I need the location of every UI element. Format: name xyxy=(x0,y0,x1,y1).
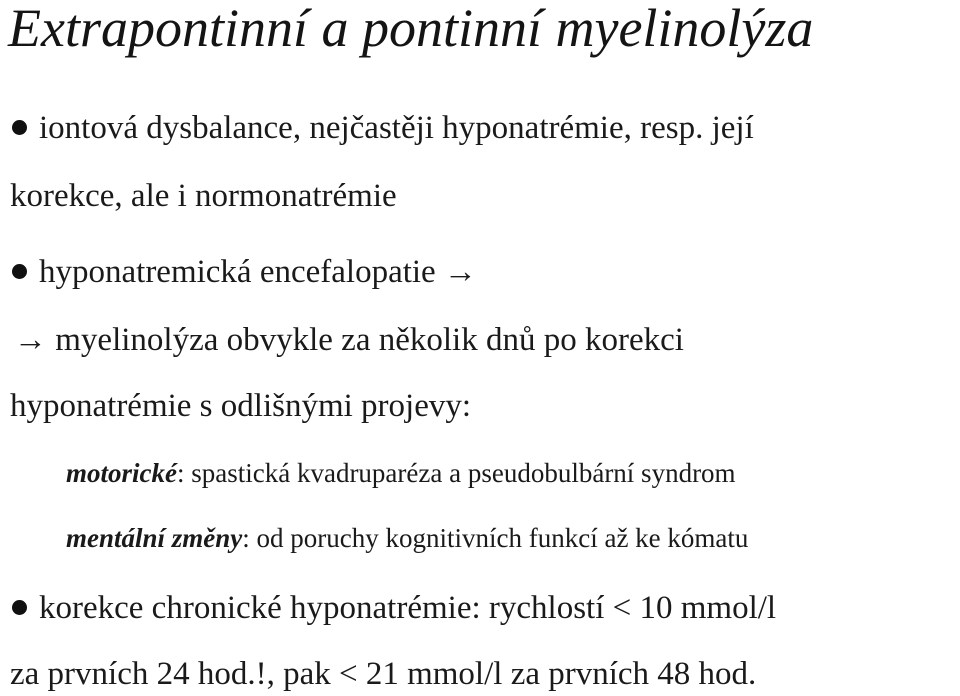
slide-title: Extrapontinní a pontinní myelinolýza xyxy=(8,0,814,58)
line-text: iontová dysbalance, nejčastěji hyponatrémie, resp. její xyxy=(39,110,754,146)
bullet-dot-icon xyxy=(12,264,27,279)
term-motoric: motorické xyxy=(66,458,177,488)
line-text: hyponatremická encefalopatie xyxy=(39,254,436,290)
line-text: : spastická kvadruparéza a pseudobulbární syndrom xyxy=(176,458,736,488)
sub-line-motoric xyxy=(66,456,736,490)
continuation-line-3 xyxy=(10,386,471,426)
term-mental: mentální změny xyxy=(66,523,243,553)
line-text: korekce chronické hyponatrémie: rychlostí < 10 mmol/l xyxy=(39,590,777,626)
right-arrow-icon: → xyxy=(443,254,477,290)
line-text: za prvních 24 hod.!, pak < 21 mmol/l za prvních 48 hod. xyxy=(10,656,757,692)
line-text: korekce, ale i normonatrémie xyxy=(10,178,397,214)
line-text: myelinolýza obvykle za několik dnů po korekci xyxy=(55,322,684,358)
bullet-dot-icon xyxy=(12,600,27,615)
bullet-line-2 xyxy=(12,252,477,292)
bullet-line-1 xyxy=(12,108,754,148)
bullet-line-3 xyxy=(12,588,776,628)
continuation-line-4 xyxy=(10,654,756,694)
line-text: : od poruchy kognitivních funkcí až ke kómatu xyxy=(242,523,749,553)
bullet-dot-icon xyxy=(12,120,27,135)
right-arrow-icon: → xyxy=(14,322,47,358)
sub-line-mental xyxy=(66,521,748,555)
continuation-line-1 xyxy=(10,176,397,216)
continuation-line-2 xyxy=(14,320,684,360)
line-text: hyponatrémie s odlišnými projevy: xyxy=(10,388,472,424)
